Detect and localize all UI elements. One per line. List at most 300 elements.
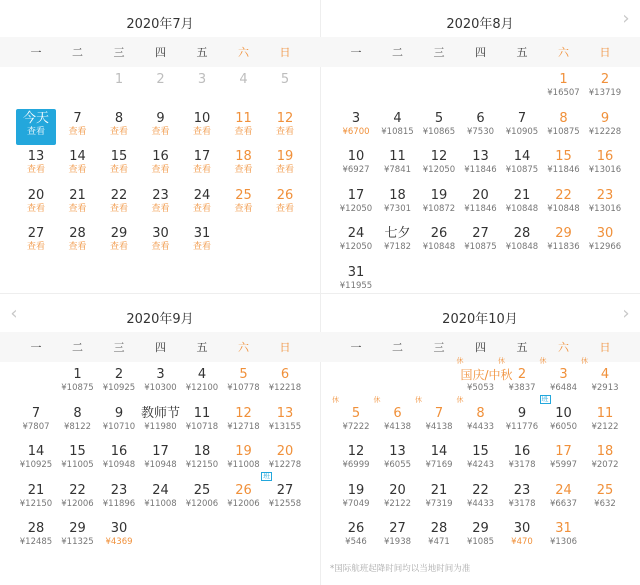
- day-number: 30: [513, 521, 531, 536]
- price-label: ¥10848: [422, 242, 456, 252]
- weekday-label: 日: [599, 341, 611, 354]
- weekday-label: 一: [30, 341, 42, 354]
- day-cell[interactable]: [58, 186, 98, 222]
- view-link[interactable]: 查看: [192, 203, 211, 214]
- day-cell[interactable]: [265, 404, 305, 440]
- day-number: 28: [69, 226, 86, 241]
- day-cell: [99, 70, 139, 106]
- day-number: 5: [280, 72, 290, 87]
- day-number: 29: [555, 226, 572, 241]
- price-label: ¥11846: [464, 165, 497, 175]
- day-number: 9: [600, 110, 610, 126]
- day-number: 28: [430, 521, 448, 536]
- price-label: ¥12006: [185, 498, 219, 509]
- day-cell: [224, 70, 264, 106]
- price-label: ¥12278: [268, 460, 302, 470]
- day-number: 8: [73, 405, 82, 421]
- day-number: 31: [555, 521, 572, 536]
- price-label: ¥4138: [425, 421, 453, 432]
- day-number: 23: [513, 482, 531, 498]
- day-number: 23: [110, 482, 128, 498]
- day-number: 18: [235, 149, 252, 164]
- day-number: 26: [276, 187, 294, 203]
- price-label: ¥11008: [144, 498, 177, 509]
- month-panel: [320, 0, 640, 290]
- day-number: 24: [193, 187, 211, 203]
- day-number: 13: [389, 444, 406, 459]
- price-label: ¥470: [511, 537, 533, 547]
- weekday-label: 一: [350, 341, 362, 354]
- day-cell[interactable]: [265, 109, 305, 145]
- day-number: 27: [472, 226, 489, 241]
- day-number: 14: [513, 149, 531, 164]
- price-label: ¥10815: [381, 126, 414, 137]
- price-label: ¥6999: [342, 460, 370, 470]
- price-label: ¥10848: [547, 203, 580, 214]
- month-title: 2020年8月: [446, 17, 514, 32]
- price-label: ¥10875: [464, 242, 497, 252]
- day-cell[interactable]: [265, 147, 305, 183]
- holiday-badge: 休: [456, 395, 464, 404]
- price-label: ¥5997: [549, 460, 578, 470]
- weekday-label: 三: [433, 46, 445, 59]
- price-label: ¥10875: [505, 165, 539, 175]
- day-number: 4: [197, 367, 207, 382]
- day-cell[interactable]: [182, 147, 222, 183]
- day-number: 15: [555, 149, 572, 164]
- price-label: ¥10875: [547, 126, 580, 137]
- view-link[interactable]: 查看: [275, 126, 294, 137]
- day-number: 4: [600, 367, 610, 382]
- day-cell[interactable]: [265, 186, 305, 222]
- price-label: ¥12150: [19, 498, 53, 509]
- price-label: ¥10710: [102, 421, 136, 432]
- day-number: 17: [347, 187, 365, 203]
- weekday-label: 六: [238, 341, 249, 354]
- price-label: ¥11955: [339, 280, 373, 291]
- weekday-label: 五: [516, 46, 528, 59]
- price-label: ¥8122: [63, 421, 92, 432]
- day-number: 15: [472, 444, 489, 459]
- price-label: ¥6700: [342, 126, 370, 137]
- day-number: 教师节: [140, 405, 180, 421]
- day-number: 7: [31, 405, 41, 421]
- price-label: ¥10948: [102, 460, 136, 470]
- day-cell[interactable]: [182, 109, 222, 145]
- day-cell[interactable]: [99, 186, 139, 222]
- price-label: ¥6927: [342, 165, 370, 175]
- day-number: 7: [434, 405, 444, 421]
- day-cell[interactable]: [585, 224, 625, 260]
- view-link[interactable]: 查看: [26, 126, 45, 137]
- price-label: ¥12050: [422, 165, 456, 175]
- day-cell[interactable]: [58, 224, 98, 260]
- day-number: 22: [472, 482, 489, 498]
- view-link[interactable]: 查看: [234, 203, 253, 214]
- day-number: 4: [393, 110, 402, 126]
- day-cell: [182, 70, 222, 106]
- price-label: ¥6484: [549, 383, 578, 393]
- day-number: 16: [596, 149, 614, 164]
- day-number: 22: [555, 187, 572, 203]
- day-number: 19: [276, 149, 294, 164]
- view-link[interactable]: 查看: [234, 126, 253, 137]
- day-number: 31: [347, 264, 365, 280]
- day-number: 16: [513, 444, 531, 459]
- weekday-label: 五: [196, 341, 208, 354]
- day-number: 26: [235, 482, 252, 498]
- day-cell[interactable]: [182, 186, 222, 222]
- day-number: 1: [559, 72, 568, 87]
- weekday-label: 五: [516, 341, 528, 354]
- price-label: ¥4369: [105, 537, 133, 547]
- day-number: 21: [27, 482, 45, 498]
- weekday-label: 三: [113, 341, 125, 354]
- day-cell[interactable]: [585, 404, 625, 440]
- day-cell[interactable]: [16, 186, 56, 222]
- price-label: ¥3837: [508, 383, 536, 393]
- day-cell[interactable]: [585, 442, 625, 478]
- price-label: ¥10848: [505, 203, 539, 214]
- price-label: ¥13155: [268, 421, 302, 432]
- price-label: ¥3178: [508, 498, 536, 509]
- price-label: ¥11980: [144, 421, 177, 432]
- day-number: 20: [276, 444, 294, 459]
- price-label: ¥11846: [464, 203, 497, 214]
- month-title: 2020年10月: [442, 312, 518, 327]
- price-label: ¥11896: [102, 498, 136, 509]
- price-label: ¥7807: [22, 421, 50, 432]
- price-label: ¥2122: [383, 498, 412, 509]
- price-label: ¥12150: [185, 460, 219, 470]
- day-number: 29: [472, 521, 489, 536]
- day-cell[interactable]: [58, 147, 98, 183]
- price-label: ¥12006: [227, 498, 260, 509]
- weekday-label: 三: [433, 341, 445, 354]
- day-cell[interactable]: [585, 70, 625, 106]
- view-link[interactable]: 查看: [192, 165, 211, 175]
- day-number: 24: [347, 226, 365, 241]
- day-number: 19: [347, 482, 365, 498]
- view-link[interactable]: 查看: [26, 165, 45, 175]
- price-label: ¥12485: [19, 537, 53, 547]
- price-label: ¥7319: [425, 498, 453, 509]
- day-number: 国庆/中秋: [460, 368, 513, 382]
- price-label: ¥12558: [268, 498, 302, 509]
- day-cell[interactable]: [182, 224, 222, 260]
- holiday-badge: 休: [456, 357, 464, 365]
- day-number: 27: [276, 482, 294, 498]
- view-link[interactable]: 查看: [275, 203, 294, 214]
- day-number: 13: [276, 405, 294, 421]
- day-cell[interactable]: [58, 109, 98, 145]
- chevron-left-icon[interactable]: ‹: [10, 303, 18, 324]
- price-label: ¥6637: [549, 498, 578, 509]
- weekday-label: 二: [392, 341, 403, 354]
- view-link[interactable]: 查看: [109, 242, 128, 252]
- view-link[interactable]: 查看: [192, 126, 211, 137]
- day-number: 2: [114, 367, 124, 382]
- weekday-label: 三: [113, 46, 125, 59]
- day-number: 23: [596, 187, 614, 203]
- day-cell: [141, 70, 181, 106]
- day-cell[interactable]: [263, 471, 305, 517]
- day-number: 23: [152, 187, 169, 203]
- holiday-badge: 休: [539, 357, 547, 365]
- day-number: 12: [276, 110, 294, 126]
- view-link[interactable]: 查看: [68, 203, 87, 214]
- day-cell[interactable]: [265, 365, 305, 401]
- day-number: 25: [193, 482, 211, 498]
- price-label: ¥10300: [144, 383, 177, 393]
- weekday-label: 一: [30, 46, 42, 59]
- day-cell[interactable]: [585, 109, 625, 145]
- day-number: 3: [156, 367, 165, 382]
- price-label: ¥10718: [185, 421, 219, 432]
- price-label: ¥13016: [588, 203, 622, 214]
- day-number: 13: [27, 149, 45, 164]
- view-link[interactable]: 查看: [26, 203, 45, 214]
- day-cell[interactable]: [99, 519, 139, 555]
- month-panel: [0, 295, 320, 585]
- price-label: ¥11776: [505, 421, 539, 432]
- price-label: ¥7169: [425, 460, 453, 470]
- day-cell[interactable]: [141, 147, 181, 183]
- day-number: 27: [389, 521, 406, 536]
- price-label: ¥7301: [383, 203, 412, 214]
- day-cell[interactable]: [544, 519, 584, 555]
- day-number: 8: [476, 405, 485, 421]
- day-cell[interactable]: [336, 263, 376, 299]
- price-label: ¥2913: [591, 383, 619, 393]
- day-cell[interactable]: [224, 147, 264, 183]
- price-label: ¥6055: [383, 460, 412, 470]
- day-number: 21: [69, 187, 86, 203]
- day-number: 11: [193, 405, 211, 421]
- day-number: 6: [393, 405, 402, 421]
- day-cell[interactable]: [585, 186, 625, 222]
- day-number: 4: [239, 72, 248, 87]
- view-link[interactable]: 查看: [151, 165, 170, 175]
- holiday-badge: 休: [498, 357, 505, 365]
- day-number: 25: [235, 187, 252, 203]
- price-label: ¥7049: [342, 498, 370, 509]
- price-label: ¥1306: [549, 537, 578, 547]
- weekday-label: 六: [558, 341, 569, 354]
- view-link[interactable]: 查看: [68, 126, 87, 137]
- day-number: 25: [596, 482, 614, 498]
- day-number: 21: [430, 482, 448, 498]
- price-label: ¥11005: [61, 460, 94, 470]
- weekday-label: 四: [475, 46, 486, 59]
- price-label: ¥13719: [588, 88, 622, 98]
- day-number: 10: [347, 149, 365, 164]
- price-label: ¥2072: [591, 460, 619, 470]
- price-label: ¥11325: [61, 537, 94, 547]
- day-number: 8: [114, 110, 124, 126]
- price-label: ¥12100: [185, 383, 219, 393]
- day-number: 19: [430, 187, 448, 203]
- day-number: 7: [517, 110, 527, 126]
- weekday-label: 四: [155, 46, 166, 59]
- month-panel: [320, 295, 640, 585]
- day-number: 13: [472, 149, 489, 164]
- price-label: ¥546: [345, 537, 367, 547]
- price-label: ¥12966: [588, 242, 622, 252]
- day-number: 30: [596, 226, 614, 241]
- chevron-right-icon[interactable]: ›: [622, 8, 630, 29]
- day-number: 3: [197, 72, 207, 87]
- day-number: 5: [239, 367, 248, 382]
- day-number: 5: [351, 405, 361, 421]
- day-cell[interactable]: [141, 224, 181, 260]
- weekday-label: 日: [599, 46, 611, 59]
- price-label: ¥4433: [466, 498, 495, 509]
- day-number: 1: [73, 367, 82, 382]
- price-label: ¥471: [428, 537, 450, 547]
- day-number: 今天: [22, 110, 49, 126]
- day-number: 10: [193, 110, 211, 126]
- price-label: ¥4138: [383, 421, 412, 432]
- day-number: 2: [600, 72, 610, 87]
- day-number: 18: [193, 444, 211, 459]
- day-cell[interactable]: [16, 224, 56, 260]
- price-label: ¥10865: [422, 126, 456, 137]
- view-link[interactable]: 查看: [234, 165, 253, 175]
- price-label: ¥7530: [466, 126, 495, 137]
- price-label: ¥6050: [549, 421, 578, 432]
- day-number: 11: [596, 405, 614, 421]
- price-label: ¥11008: [227, 460, 260, 470]
- day-number: 10: [555, 405, 572, 421]
- holiday-badge: 休: [332, 395, 339, 404]
- today-cell[interactable]: [16, 109, 56, 145]
- day-cell[interactable]: [99, 109, 139, 145]
- price-label: ¥2122: [591, 421, 619, 432]
- price-label: ¥1085: [466, 537, 495, 547]
- weekday-label: 四: [155, 341, 166, 354]
- day-cell[interactable]: [16, 147, 56, 183]
- day-number: 30: [152, 226, 169, 241]
- view-link[interactable]: 查看: [68, 165, 87, 175]
- view-link[interactable]: 查看: [109, 165, 128, 175]
- price-label: ¥10848: [505, 242, 539, 252]
- day-cell[interactable]: [224, 186, 264, 222]
- view-link[interactable]: 查看: [151, 126, 170, 137]
- day-number: 29: [69, 521, 86, 536]
- day-number: 14: [430, 444, 448, 459]
- view-link[interactable]: 查看: [151, 242, 170, 252]
- day-cell[interactable]: [585, 147, 625, 183]
- price-label: ¥7222: [342, 421, 370, 432]
- price-label: ¥10875: [61, 383, 94, 393]
- price-label: ¥10925: [19, 460, 53, 470]
- day-cell[interactable]: [99, 147, 139, 183]
- day-number: 8: [559, 110, 568, 126]
- day-number: 26: [347, 521, 365, 536]
- day-number: 15: [110, 149, 128, 164]
- day-number: 18: [596, 444, 614, 459]
- day-number: 3: [559, 367, 568, 382]
- workday-badge: 班: [263, 471, 270, 480]
- day-number: 9: [114, 405, 124, 421]
- day-number: 26: [430, 226, 448, 241]
- day-number: 28: [27, 521, 45, 536]
- holiday-badge: 休: [373, 395, 381, 404]
- day-number: 16: [152, 149, 169, 164]
- weekday-label: 五: [196, 46, 208, 59]
- price-label: ¥10778: [227, 383, 260, 393]
- view-link[interactable]: 查看: [192, 242, 211, 252]
- day-cell[interactable]: [581, 357, 625, 401]
- view-link[interactable]: 查看: [109, 126, 128, 137]
- view-link[interactable]: 查看: [109, 203, 128, 214]
- day-number: 18: [389, 187, 406, 203]
- price-label: ¥1938: [383, 537, 412, 547]
- day-number: 20: [472, 187, 489, 203]
- day-number: 31: [193, 226, 211, 241]
- day-number: 12: [347, 444, 365, 459]
- day-number: 1: [114, 72, 124, 87]
- price-label: ¥13016: [588, 165, 622, 175]
- day-cell[interactable]: [141, 109, 181, 145]
- price-label: ¥11846: [547, 165, 580, 175]
- day-number: 9: [517, 405, 527, 421]
- day-number: 2: [517, 367, 527, 382]
- price-label: ¥10925: [102, 383, 136, 393]
- view-link[interactable]: 查看: [68, 242, 87, 252]
- view-link[interactable]: 查看: [275, 165, 294, 175]
- weekday-label: 一: [350, 46, 362, 59]
- view-link[interactable]: 查看: [26, 242, 45, 252]
- holiday-badge: 休: [581, 357, 588, 365]
- weekday-label: 四: [475, 341, 486, 354]
- day-cell[interactable]: [141, 186, 181, 222]
- view-link[interactable]: 查看: [151, 203, 170, 214]
- weekday-label: 二: [72, 46, 83, 59]
- weekday-label: 二: [72, 341, 83, 354]
- day-number: 24: [555, 482, 572, 498]
- price-label: ¥12228: [588, 126, 622, 137]
- weekday-label: 日: [279, 341, 291, 354]
- day-number: 29: [110, 226, 128, 241]
- day-cell: [265, 70, 305, 106]
- day-number: 21: [513, 187, 531, 203]
- day-cell[interactable]: [99, 224, 139, 260]
- day-number: 30: [110, 521, 128, 536]
- price-label: ¥12050: [339, 203, 373, 214]
- day-cell[interactable]: [585, 481, 625, 517]
- price-label: ¥632: [594, 498, 616, 509]
- day-number: 6: [476, 110, 485, 126]
- day-number: 24: [152, 482, 169, 498]
- day-number: 27: [27, 226, 45, 241]
- day-number: 22: [69, 482, 86, 498]
- day-number: 11: [235, 110, 252, 126]
- day-number: 2: [156, 72, 165, 87]
- price-label: ¥10948: [144, 460, 177, 470]
- day-number: 15: [69, 444, 86, 459]
- day-number: 5: [434, 110, 444, 126]
- price-label: ¥12218: [268, 383, 302, 393]
- month-panel: [0, 0, 320, 290]
- day-cell[interactable]: [224, 109, 264, 145]
- day-number: 17: [152, 444, 169, 459]
- day-number: 七夕: [384, 226, 411, 241]
- price-label: ¥7182: [383, 242, 412, 252]
- chevron-right-icon[interactable]: ›: [622, 303, 630, 324]
- day-number: 11: [389, 149, 406, 164]
